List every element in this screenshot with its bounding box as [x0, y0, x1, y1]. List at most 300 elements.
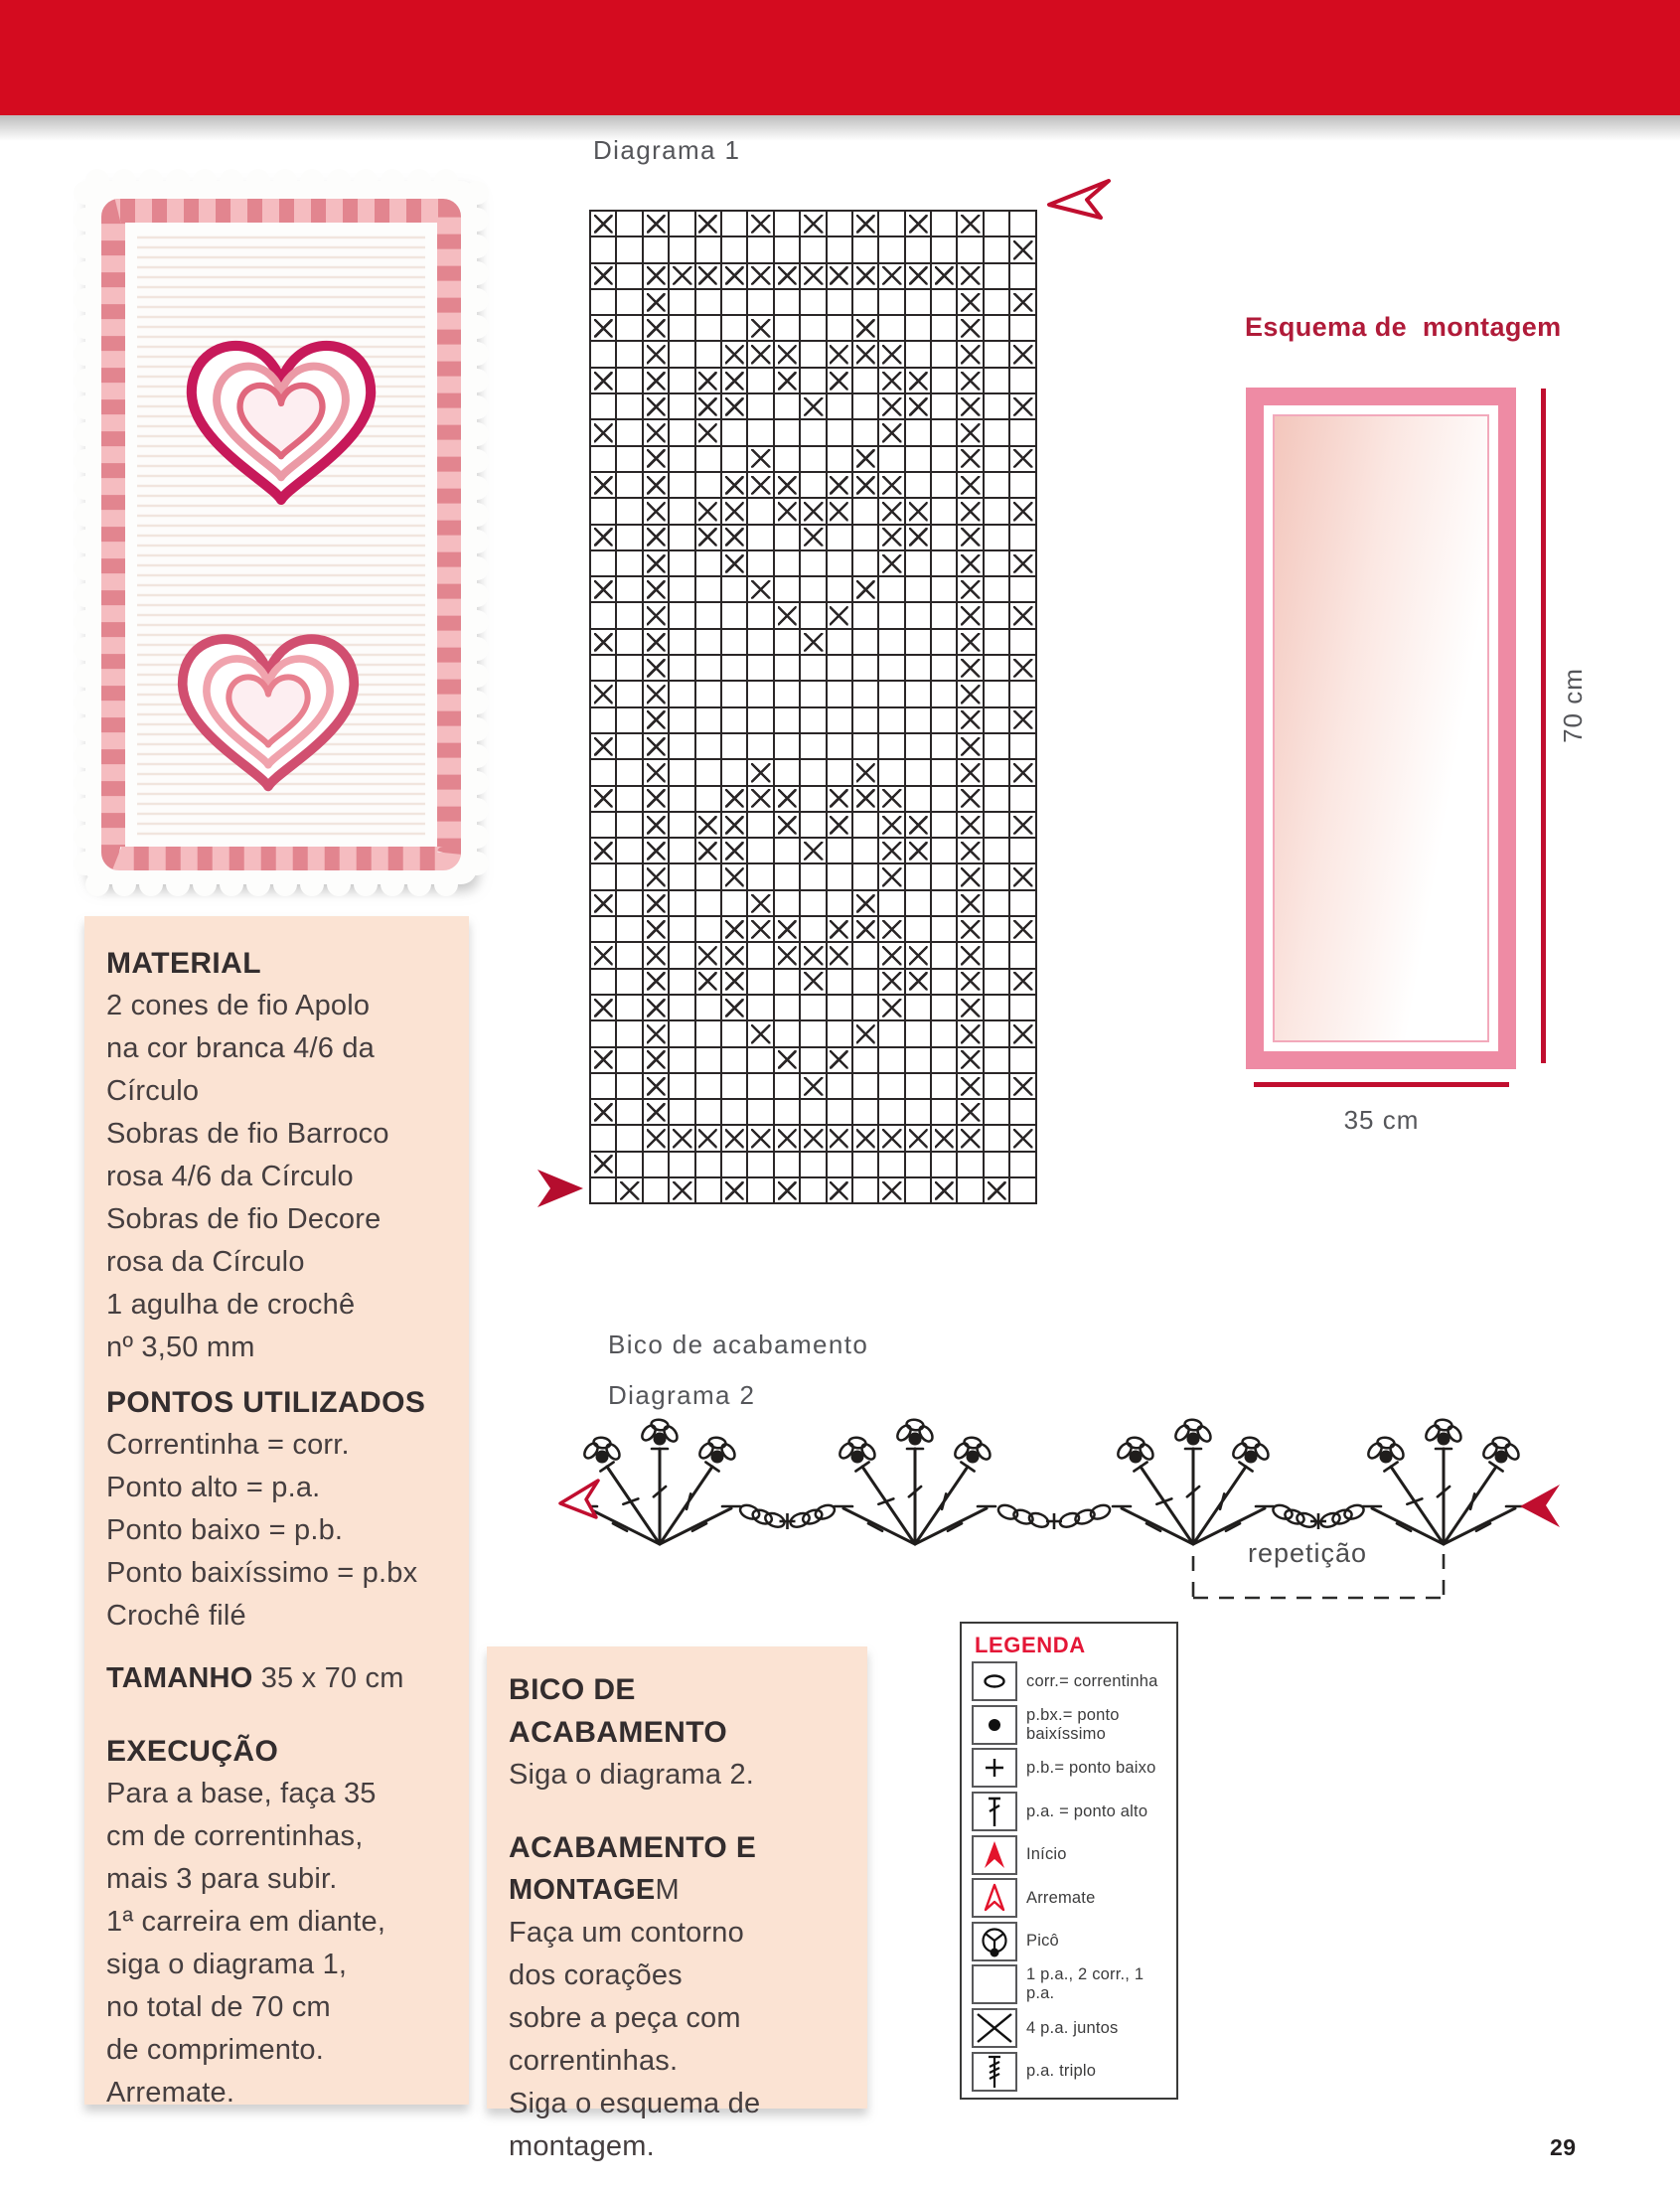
chart-cell-filled	[1010, 603, 1034, 627]
chart-cell-open	[932, 682, 956, 705]
chart-cell-open	[670, 342, 693, 366]
chart-cell-open	[801, 316, 825, 340]
chart-cell-filled	[879, 420, 903, 444]
chart-cell-open	[985, 526, 1008, 549]
chart-cell-open	[879, 1153, 903, 1176]
chart-cell-filled	[1010, 970, 1034, 994]
chart-cell-filled	[775, 917, 799, 941]
chart-cell-filled	[1010, 1126, 1034, 1150]
chart-cell-open	[696, 290, 720, 314]
chart-cell-open	[985, 996, 1008, 1019]
chart-cell-open	[722, 212, 746, 235]
chart-cell-filled	[1010, 394, 1034, 418]
chart-cell-filled	[775, 943, 799, 967]
chart-cell-filled	[879, 264, 903, 288]
chart-cell-open	[985, 551, 1008, 575]
legend-label: p.a. triplo	[1026, 2062, 1097, 2081]
chart-cell-open	[748, 1048, 772, 1072]
chart-cell-open	[932, 369, 956, 392]
chart-cell-open	[906, 316, 930, 340]
chart-cell-open	[906, 342, 930, 366]
legend-item	[972, 1792, 1176, 1832]
chart-cell-filled	[670, 1178, 693, 1202]
chart-cell-open	[775, 682, 799, 705]
chart-cell-open	[617, 891, 641, 915]
tamanho-title: TAMANHO	[106, 1662, 253, 1694]
chart-cell-filled	[722, 1178, 746, 1202]
chart-cell-filled	[644, 656, 668, 680]
text-line: Arremate.	[106, 2077, 235, 2109]
single-crochet-icon	[972, 1748, 1017, 1788]
chart-cell-open	[617, 734, 641, 758]
chart-cell-open	[591, 970, 615, 994]
chart-cell-open	[932, 447, 956, 471]
chart-cell-open	[617, 369, 641, 392]
chart-cell-open	[853, 551, 877, 575]
chart-cell-filled	[644, 603, 668, 627]
chart-cell-open	[801, 1021, 825, 1045]
legend-label: p.bx.= ponto baixíssimo	[1026, 1705, 1120, 1743]
chart-cell-open	[853, 1100, 877, 1124]
chart-cell-filled	[958, 970, 982, 994]
chart-cell-open	[696, 630, 720, 654]
chart-cell-filled	[879, 864, 903, 888]
chart-cell-filled	[906, 212, 930, 235]
chart-cell-open	[617, 787, 641, 811]
chart-cell-open	[853, 864, 877, 888]
chart-cell-open	[932, 526, 956, 549]
chart-cell-open	[853, 1153, 877, 1176]
pontos-text	[106, 1424, 455, 1638]
chart-cell-open	[879, 1100, 903, 1124]
chart-cell-open	[1010, 682, 1034, 705]
chart-cell-open	[932, 499, 956, 523]
chart-cell-open	[591, 1021, 615, 1045]
chart-cell-filled	[722, 917, 746, 941]
chart-cell-open	[644, 237, 668, 261]
chart-cell-filled	[722, 864, 746, 888]
chart-cell-filled	[879, 970, 903, 994]
chart-cell-open	[906, 734, 930, 758]
chart-cell-open	[828, 630, 851, 654]
chart-cell-open	[1010, 734, 1034, 758]
chart-cell-filled	[644, 290, 668, 314]
chart-cell-open	[828, 708, 851, 732]
chart-cell-open	[670, 708, 693, 732]
chart-cell-filled	[801, 499, 825, 523]
chart-cell-open	[1010, 473, 1034, 497]
chart-cell-filled	[644, 787, 668, 811]
chart-cell-open	[985, 1100, 1008, 1124]
chart-cell-open	[853, 708, 877, 732]
chart-cell-open	[828, 839, 851, 862]
chart-cell-filled	[644, 420, 668, 444]
chart-cell-open	[696, 603, 720, 627]
chart-cell-open	[879, 1021, 903, 1045]
chart-cell-open	[748, 708, 772, 732]
text-line: 2 cones de fio Apolo	[106, 990, 371, 1021]
chart-cell-open	[670, 551, 693, 575]
chart-cell-open	[1010, 1178, 1034, 1202]
chart-cell-filled	[591, 1100, 615, 1124]
chart-cell-filled	[591, 943, 615, 967]
chart-cell-filled	[958, 839, 982, 862]
chart-cell-open	[670, 734, 693, 758]
chart-cell-open	[879, 237, 903, 261]
chart-cell-filled	[670, 264, 693, 288]
chart-cell-open	[722, 1074, 746, 1098]
chart-cell-open	[932, 473, 956, 497]
chart-cell-filled	[828, 943, 851, 967]
acabamento-text	[509, 1912, 855, 2168]
chart-cell-open	[1010, 1100, 1034, 1124]
chart-cell-filled	[853, 891, 877, 915]
chart-cell-open	[801, 1100, 825, 1124]
frame-gradient-fill	[1275, 416, 1487, 1040]
chart-cell-open	[775, 447, 799, 471]
height-measure-line	[1541, 389, 1546, 1063]
chart-cell-open	[617, 943, 641, 967]
chart-cell-open	[644, 1178, 668, 1202]
chart-cell-open	[853, 603, 877, 627]
legend-label: p.b.= ponto baixo	[1026, 1758, 1156, 1777]
chart-cell-open	[617, 760, 641, 784]
chart-cell-open	[670, 394, 693, 418]
chart-cell-open	[906, 577, 930, 601]
chart-cell-open	[906, 420, 930, 444]
chart-cell-filled	[801, 943, 825, 967]
chart-cell-open	[775, 760, 799, 784]
chart-cell-open	[932, 237, 956, 261]
legend-item	[972, 2008, 1176, 2049]
tamanho-line	[106, 1657, 455, 1700]
assembly-scheme-frame	[1246, 388, 1516, 1069]
chart-cell-filled	[853, 447, 877, 471]
chart-cell-filled	[591, 316, 615, 340]
chart-cell-open	[617, 1100, 641, 1124]
chart-cell-filled	[591, 212, 615, 235]
chart-cell-filled	[958, 760, 982, 784]
chart-cell-filled	[958, 943, 982, 967]
chart-cell-open	[801, 682, 825, 705]
chart-cell-filled	[748, 891, 772, 915]
legend-label: 4 p.a. juntos	[1026, 2018, 1119, 2037]
chart-cell-open	[932, 551, 956, 575]
chart-cell-filled	[932, 264, 956, 288]
chart-cell-open	[670, 237, 693, 261]
chart-cell-open	[591, 551, 615, 575]
chart-cell-open	[906, 917, 930, 941]
chart-cell-filled	[958, 787, 982, 811]
chart-cell-open	[828, 996, 851, 1019]
chart-cell-open	[985, 917, 1008, 941]
chart-cell-open	[828, 656, 851, 680]
chart-cell-open	[801, 734, 825, 758]
chart-cell-open	[828, 891, 851, 915]
chart-cell-open	[932, 787, 956, 811]
width-measure-line	[1254, 1082, 1509, 1087]
chart-cell-open	[985, 839, 1008, 862]
chart-cell-open	[617, 1021, 641, 1045]
chart-cell-filled	[722, 473, 746, 497]
chart-cell-open	[775, 420, 799, 444]
chart-cell-filled	[644, 682, 668, 705]
chart-cell-open	[985, 682, 1008, 705]
chart-cell-open	[696, 1048, 720, 1072]
chart-cell-filled	[906, 1126, 930, 1150]
chart-cell-open	[853, 813, 877, 837]
chart-cell-filled	[853, 212, 877, 235]
chart-cell-open	[985, 499, 1008, 523]
chart-cell-filled	[853, 1021, 877, 1045]
chart-cell-open	[748, 1100, 772, 1124]
chart-cell-open	[748, 369, 772, 392]
chart-cell-open	[775, 212, 799, 235]
chart-cell-filled	[591, 473, 615, 497]
chart-cell-open	[775, 970, 799, 994]
execucao-text	[106, 1773, 455, 2114]
chart-cell-open	[801, 1048, 825, 1072]
chart-cell-open	[1010, 577, 1034, 601]
chart-cell-open	[985, 1074, 1008, 1098]
chart-cell-open	[932, 420, 956, 444]
chart-cell-open	[985, 630, 1008, 654]
bico-title: BICO DE ACABAMENTO	[509, 1673, 728, 1749]
chart-cell-open	[932, 1153, 956, 1176]
bico-text: Siga o diagrama 2.	[509, 1759, 755, 1791]
chart-cell-filled	[828, 369, 851, 392]
legend-box	[960, 1622, 1178, 2100]
chart-cell-open	[853, 734, 877, 758]
chart-cell-filled	[644, 551, 668, 575]
chart-cell-filled	[879, 526, 903, 549]
chart-cell-filled	[775, 499, 799, 523]
chart-cell-filled	[958, 1021, 982, 1045]
chart-cell-filled	[722, 551, 746, 575]
text-line: mais 3 para subir.	[106, 1863, 338, 1895]
chart-cell-open	[958, 1178, 982, 1202]
chart-cell-open	[617, 499, 641, 523]
chart-cell-open	[801, 342, 825, 366]
chart-cell-open	[932, 394, 956, 418]
chart-cell-open	[696, 1074, 720, 1098]
chart-cell-filled	[644, 264, 668, 288]
acabamento-title-rest: M	[655, 1874, 680, 1906]
chart-cell-open	[906, 237, 930, 261]
edging-caption: Bico de acabamento	[608, 1330, 869, 1359]
chart-cell-open	[748, 237, 772, 261]
chart-cell-open	[985, 1048, 1008, 1072]
legend-label: corr.= correntinha	[1026, 1671, 1158, 1690]
chart-cell-open	[906, 1153, 930, 1176]
chart-cell-open	[932, 212, 956, 235]
chart-cell-filled	[853, 577, 877, 601]
chart-cell-filled	[958, 473, 982, 497]
chart-cell-open	[591, 917, 615, 941]
chart-cell-open	[906, 473, 930, 497]
chart-cell-open	[617, 630, 641, 654]
chart-cell-open	[932, 708, 956, 732]
chart-cell-open	[696, 917, 720, 941]
chart-cell-open	[617, 970, 641, 994]
legend-rows	[962, 1661, 1176, 2092]
chart-cell-open	[591, 708, 615, 732]
chart-cell-open	[906, 1048, 930, 1072]
chart-cell-open	[828, 734, 851, 758]
chart-cell-filled	[722, 996, 746, 1019]
chart-cell-open	[748, 1153, 772, 1176]
chart-cell-open	[932, 1048, 956, 1072]
chart-cell-open	[853, 1074, 877, 1098]
chart-cell-open	[670, 577, 693, 601]
chart-cell-open	[775, 708, 799, 732]
chart-cell-open	[985, 237, 1008, 261]
chart-cell-filled	[748, 1126, 772, 1150]
chart-cell-filled	[828, 813, 851, 837]
chart-cell-open	[828, 420, 851, 444]
text-line: rosa 4/6 da Círculo	[106, 1161, 354, 1192]
text-line: Círculo	[106, 1075, 200, 1107]
chart-cell-open	[617, 813, 641, 837]
chart-cell-open	[748, 839, 772, 862]
chart-cell-open	[775, 656, 799, 680]
chart-cell-filled	[958, 394, 982, 418]
acabamento-title-line2	[509, 1869, 855, 1912]
chart-cell-open	[879, 1074, 903, 1098]
chart-cell-open	[696, 864, 720, 888]
chart-cell-filled	[828, 1126, 851, 1150]
chart-cell-open	[670, 839, 693, 862]
text-line: 1 agulha de crochê	[106, 1289, 356, 1321]
chart-cell-filled	[591, 682, 615, 705]
chart-cell-filled	[958, 891, 982, 915]
chart-cell-filled	[879, 1178, 903, 1202]
chart-cell-open	[696, 1100, 720, 1124]
chart-cell-filled	[644, 473, 668, 497]
chart-cell-filled	[644, 630, 668, 654]
chart-cell-open	[696, 237, 720, 261]
chart-cell-open	[853, 237, 877, 261]
width-measure-label: 35 cm	[1343, 1105, 1420, 1135]
chart-cell-filled	[958, 526, 982, 549]
chart-cell-open	[670, 787, 693, 811]
chart-cell-filled	[879, 943, 903, 967]
chart-cell-open	[932, 577, 956, 601]
diagram1-caption: Diagrama 1	[593, 135, 741, 165]
chart-cell-open	[696, 760, 720, 784]
chart-cell-open	[644, 1153, 668, 1176]
chart-cell-open	[696, 734, 720, 758]
chart-cell-open	[617, 316, 641, 340]
chart-cell-open	[828, 1100, 851, 1124]
chart-cell-filled	[748, 917, 772, 941]
chart-cell-open	[879, 316, 903, 340]
legend-label: Picô	[1026, 1932, 1059, 1951]
chart-cell-filled	[958, 369, 982, 392]
chart-cell-filled	[958, 917, 982, 941]
chart-cell-open	[591, 1126, 615, 1150]
chart-cell-filled	[958, 996, 982, 1019]
chart-cell-open	[985, 316, 1008, 340]
chart-cell-open	[853, 630, 877, 654]
chart-cell-open	[722, 1021, 746, 1045]
chart-cell-open	[1010, 264, 1034, 288]
chart-cell-filled	[1010, 447, 1034, 471]
chart-cell-open	[748, 603, 772, 627]
chart-cell-open	[748, 420, 772, 444]
chart-cell-open	[906, 603, 930, 627]
legend-item	[972, 1661, 1176, 1702]
chart-cell-open	[617, 420, 641, 444]
chart-cell-filled	[879, 473, 903, 497]
chart-cell-open	[801, 760, 825, 784]
chart-cell-open	[985, 734, 1008, 758]
chart-cell-filled	[828, 499, 851, 523]
chart-cell-open	[670, 917, 693, 941]
chart-cell-open	[985, 447, 1008, 471]
chart-cell-open	[670, 1021, 693, 1045]
legend-label: p.a. = ponto alto	[1026, 1801, 1148, 1820]
chart-cell-filled	[644, 839, 668, 862]
chart-cell-filled	[775, 603, 799, 627]
chart-cell-open	[670, 420, 693, 444]
chart-cell-filled	[853, 264, 877, 288]
chart-cell-open	[801, 577, 825, 601]
chart-cell-filled	[644, 316, 668, 340]
chart-cell-open	[722, 891, 746, 915]
chart-cell-filled	[958, 1126, 982, 1150]
finish-arrow-icon	[972, 1878, 1017, 1918]
chart-cell-open	[775, 839, 799, 862]
chart-cell-open	[591, 864, 615, 888]
chart-cell-open	[696, 656, 720, 680]
chart-cell-open	[906, 551, 930, 575]
chart-cell-open	[906, 290, 930, 314]
legend-item	[972, 1834, 1176, 1875]
chart-cell-open	[1010, 1048, 1034, 1072]
chart-cell-filled	[1010, 656, 1034, 680]
chart-cell-filled	[722, 839, 746, 862]
cluster-icon	[972, 2008, 1017, 2048]
chart-cell-filled	[591, 839, 615, 862]
chart-cell-filled	[696, 369, 720, 392]
chart-cell-open	[722, 760, 746, 784]
chart-cell-filled	[722, 1126, 746, 1150]
text-line: Correntinha = corr.	[106, 1429, 350, 1461]
chart-cell-filled	[591, 630, 615, 654]
chart-cell-open	[828, 682, 851, 705]
chart-cell-open	[828, 316, 851, 340]
chart-cell-open	[1010, 212, 1034, 235]
chart-cell-open	[670, 526, 693, 549]
banner-shadow	[0, 115, 1680, 141]
chart-cell-open	[670, 447, 693, 471]
chart-cell-filled	[853, 316, 877, 340]
chart-cell-open	[748, 656, 772, 680]
text-line: cm de correntinhas,	[106, 1820, 364, 1852]
chart-cell-open	[879, 447, 903, 471]
chart-cell-filled	[775, 1178, 799, 1202]
chart-cell-open	[617, 682, 641, 705]
chart-cell-open	[748, 943, 772, 967]
chart-cell-open	[1010, 996, 1034, 1019]
chart-cell-filled	[958, 212, 982, 235]
chart-cell-open	[670, 630, 693, 654]
chart-cell-filled	[828, 603, 851, 627]
chart-cell-open	[722, 734, 746, 758]
magazine-header-banner	[0, 0, 1680, 115]
chart-cell-open	[906, 996, 930, 1019]
